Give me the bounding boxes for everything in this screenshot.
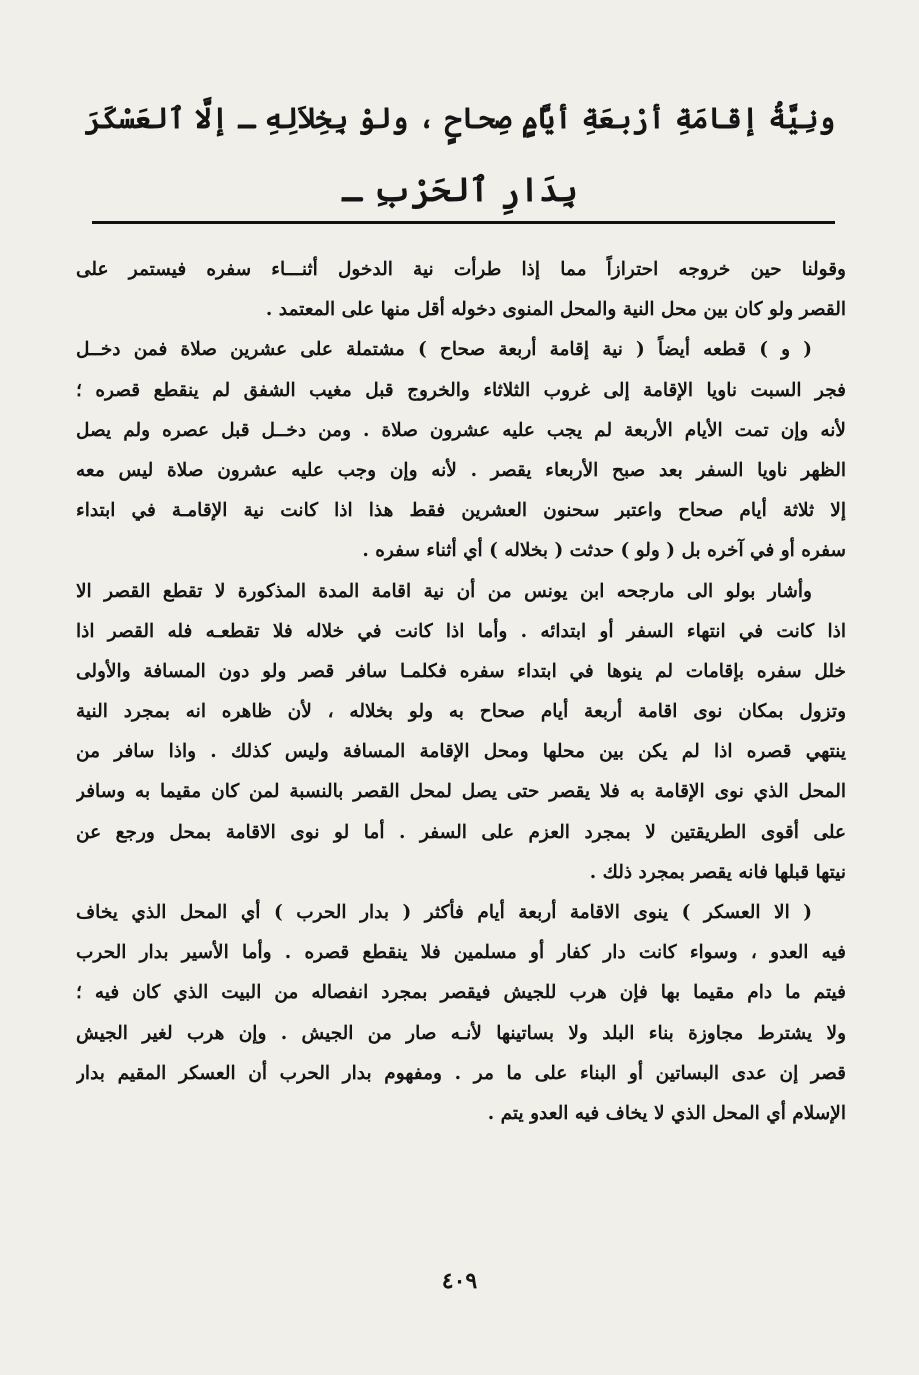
text-line: المحل الذي نوى الإقامة به فلا يقصر حتى يصل لمحل القصر بالنسبة لمن كان مقيما به وسافر (76, 781, 846, 803)
heading-line-1: ونِيَّةُ إقامَةِ أرْبعَةِ أيَّامٍ صِحاحٍ ، ولوْ بِخِلاَلِهِ ـ إلَّا ٱلعَسْكَرَ (84, 101, 836, 135)
text-line: القصر ولو كان بين محل النية والمحل المنوى دخوله أقل منها على المعتمد . (265, 299, 846, 321)
body-text (76, 250, 846, 1134)
text-line: ولا يشترط مجاوزة بناء البلد ولا بساتينها لأنـه صار من الجيش . وإن هرب لغير الجيش (76, 1022, 846, 1044)
text-line: فيتم ما دام مقيما بها فإن هرب للجيش فيقصر بمجرد انفصاله من البيت الذي كان فيه ؛ (76, 982, 846, 1004)
section-heading (80, 82, 840, 226)
heading-line-2: بِدَارِ ٱلحَرْبِ ـ (342, 170, 578, 209)
text-line: فيه العدو ، وسواء كانت دار كفار أو مسلمين فلا ينقطع قصره . وأما الأسير بدار الحرب (76, 942, 846, 964)
text-line: الإسلام أي المحل الذي لا يخاف فيه العدو يتم . (487, 1102, 846, 1124)
text-line: ( الا العسكر ) ينوى الاقامة أربعة أيام فأكثر ( بدار الحرب ) أي المحل الذي يخاف (76, 902, 812, 923)
text-line: وأشار بولو الى مارجحه ابن يونس من أن نية اقامة المدة المذكورة لا تقطع القصر الا (76, 580, 812, 602)
text-line: ( و ) قطعه أيضاً ( نية إقامة أربعة صحاح ) مشتملة على عشرين صلاة فمن دخــل (76, 339, 812, 361)
text-line: خلل سفره بإقامات لم ينوها في ابتداء سفره فكلمـا سافر قصر ولو دون المسافة والأولى (76, 660, 846, 682)
text-line: قصر إن عدى البساتين أو البناء على ما مر . ومفهوم بدار الحرب أن العسكر المقيم بدار (76, 1062, 846, 1084)
text-line: لأنه وإن تمت الأيام الأربعة لم يجب عليه عشرون صلاة . ومن دخــل قبل عصره ولم يصل (76, 419, 846, 441)
text-line: فجر السبت ناويا الإقامة إلى غروب الثلاثاء والخروج قبل مغيب الشفق لم ينقطع قصره ؛ (76, 379, 846, 401)
text-line: سفره أو في آخره بل ( ولو ) حدثت ( بخلاله ) أي أثناء سفره . (362, 540, 846, 562)
text-line: ينتهي قصره اذا لم يكن بين محلها ومحل الإقامة المسافة وليس كذلك . واذا سافر من (76, 741, 846, 763)
text-line: وقولنا حين خروجه احترازاً مما إذا طرأت نية الدخول أثنـــاء سفره فيستمر على (76, 259, 846, 280)
text-line: إلا ثلاثة أيام صحاح واعتبر سحنون العشرين فقط هذا اذا كانت نية الإقامـة في ابتداء (76, 500, 846, 522)
text-line: اذا كانت في انتهاء السفر أو ابتدائه . وأما اذا كانت في خلاله فلا تقطعـه فله القصر اذا (76, 620, 846, 642)
page-number: ٤٠٩ (441, 1268, 478, 1294)
text-line: الظهر ناويا السفر بعد صبح الأربعاء يقصر . لأنه وإن وجب عليه عشرون صلاة ليس معه (76, 459, 846, 481)
heading-divider (92, 221, 835, 224)
text-line: على أقوى الطريقتين لا بمجرد العزم على السفر . أما لو نوى الاقامة بمحل ورجع عن (76, 821, 846, 843)
text-line: وتزول بمكان نوى اقامة أربعة أيام صحاح به ولو بخلاله ، لأن ظاهره انه بمجرد النية (76, 701, 846, 723)
text-line: نيتها قبلها فانه يقصر بمجرد ذلك . (589, 861, 846, 883)
